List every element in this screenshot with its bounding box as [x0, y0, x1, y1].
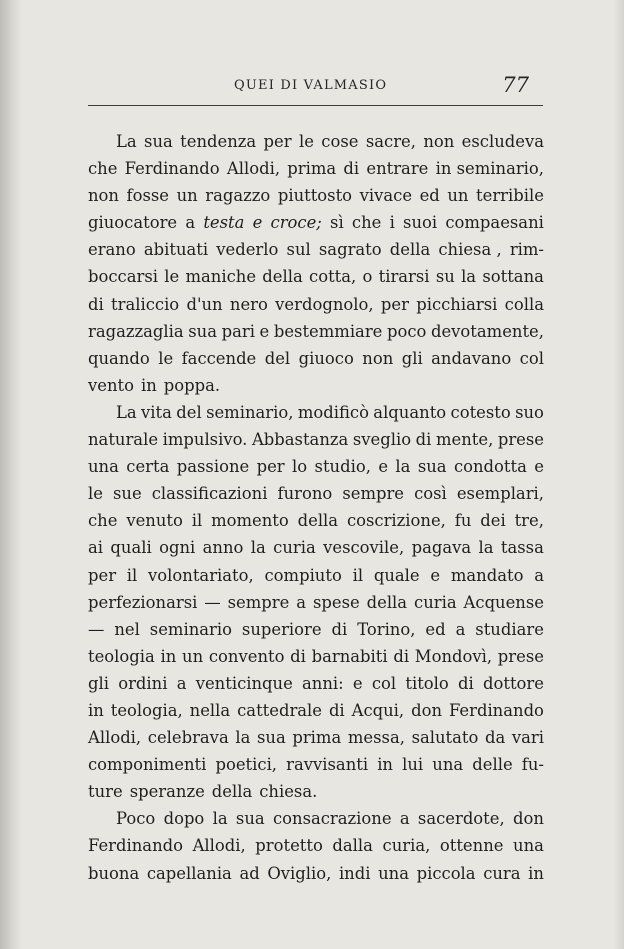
text-line: Poco dopo la sua consacrazione a sacerdote, don — [116, 809, 544, 829]
text-line: Allodi, celebrava la sua prima messa, salutato da vari — [88, 728, 544, 748]
text-line: ragazzaglia sua pari e bestemmiare poco devotamente, — [88, 321, 544, 341]
page-header — [88, 73, 543, 107]
text-line: componimenti poetici, ravvisanti in lui una delle fu- — [88, 755, 544, 775]
text-line: le sue classificazioni furono sempre così esemplari, — [88, 484, 544, 504]
page-gutter-shadow — [0, 0, 22, 949]
text-line: La vita del seminario, modificò alquanto cotesto suo — [116, 402, 544, 422]
text-line: di traliccio d'un nero verdognolo, per picchiarsi colla — [88, 294, 544, 314]
header-rule — [88, 105, 543, 106]
text-line: buona capellania ad Oviglio, indi una piccola cura in — [88, 863, 544, 883]
text-line: per il volontariato, compiuto il quale e mandato a — [88, 565, 544, 585]
text-line: in teologia, nella cattedrale di Acqui, don Ferdinando — [88, 700, 544, 720]
text-line: naturale impulsivo. Abbastanza sveglio di mente, prese — [88, 430, 544, 450]
text-line: — nel seminario superiore di Torino, ed a studiare — [88, 619, 544, 639]
italic-phrase: croce; — [270, 213, 322, 233]
page-edge-shadow — [614, 0, 624, 949]
text-line: una certa passione per lo studio, e la sua condotta e — [88, 457, 544, 477]
text-line: ture speranze della chiesa. — [88, 782, 318, 802]
running-title: QUEI DI VALMASIO — [234, 78, 388, 93]
text-line: teologia in un convento di barnabiti di Mondovì, prese — [88, 646, 544, 666]
text-line: boccarsi le maniche della cotta, o tirarsi su la sottana — [88, 267, 544, 287]
text-line: gli ordini a venticinque anni: e col titolo di dottore — [88, 673, 544, 693]
page-number: 77 — [502, 73, 529, 97]
text-line: perfezionarsi — sempre a spese della curia Acquense — [88, 592, 544, 612]
text-line: giuocatore a testa e croce; sì che i suoi compaesani — [88, 209, 544, 236]
text-line: non fosse un ragazzo piuttosto vivace ed un terribile — [88, 186, 544, 206]
italic-phrase: e — [252, 213, 263, 233]
text-line: Ferdinando Allodi, protetto dalla curia, ottenne una — [88, 836, 544, 856]
text-line: La sua tendenza per le cose sacre, non escludeva — [116, 132, 544, 151]
italic-phrase: testa — [203, 213, 245, 233]
body-text — [88, 128, 544, 887]
text-line: quando le faccende del giuoco non gli andavano col — [88, 348, 544, 368]
text-line: che venuto il momento della coscrizione, fu dei tre, — [88, 511, 544, 531]
text-line: vento in poppa. — [88, 375, 221, 395]
text-line: erano abituati vederlo sul sagrato della chiesa , rim- — [88, 240, 544, 260]
text-line: che Ferdinando Allodi, prima di entrare in seminario, — [88, 159, 544, 179]
text-line: ai quali ogni anno la curia vescovile, pagava la tassa — [88, 538, 544, 558]
